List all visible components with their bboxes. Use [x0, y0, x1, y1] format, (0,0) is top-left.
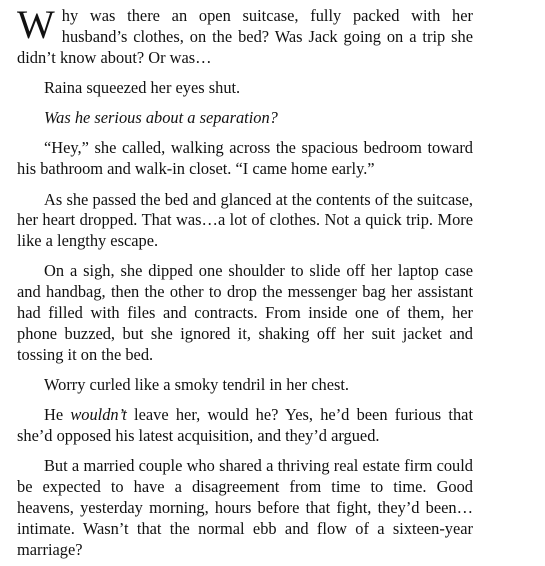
text-run: leave her, would he? Yes, he’d been furious that she’d opposed his latest acquisition, and they’d argued. — [17, 405, 473, 446]
italic-thought-paragraph: Was he serious about a separation? — [44, 108, 278, 128]
emphasis-text: wouldn’t — [70, 405, 127, 425]
paragraph: On a sigh, she dipped one shoulder to slide off her laptop case and handbag, then the other to drop the messenger bag her assistant had filled with files and contracts. From inside one of them, her phone buzzed, but she ignored it, shaking off her suit jacket and tossing it on the bed. — [17, 261, 473, 364]
paragraph: Worry curled like a smoky tendril in her chest. — [44, 374, 350, 394]
paragraph: But a married couple who shared a thriving real estate firm could be expected to have a disagreement from time to time. Good heavens, yesterday morning, hours before that fight, they’d been…intimate. Wasn’t that the normal ebb and flow of a sixteen-year marriage? — [17, 456, 473, 559]
paragraph: Raina squeezed her eyes shut. — [44, 77, 241, 97]
opening-text: hy was there an open suitcase, fully packed with her husband’s clothes, on the bed? Was Jack going on a trip she didn’t know about? Or was… — [17, 6, 473, 67]
paragraph — [17, 405, 473, 447]
text-run: He — [44, 405, 71, 425]
paragraph: As she passed the bed and glanced at the contents of the suitcase, her heart dropped. That was…a lot of clothes. Not a quick trip. More like a lengthy escape. — [17, 189, 473, 251]
paragraph: “Hey,” she called, walking across the spacious bedroom toward his bathroom and walk-in closet. “I came home early.” — [17, 138, 473, 179]
drop-cap: W — [17, 2, 55, 47]
opening-paragraph — [17, 2, 473, 68]
